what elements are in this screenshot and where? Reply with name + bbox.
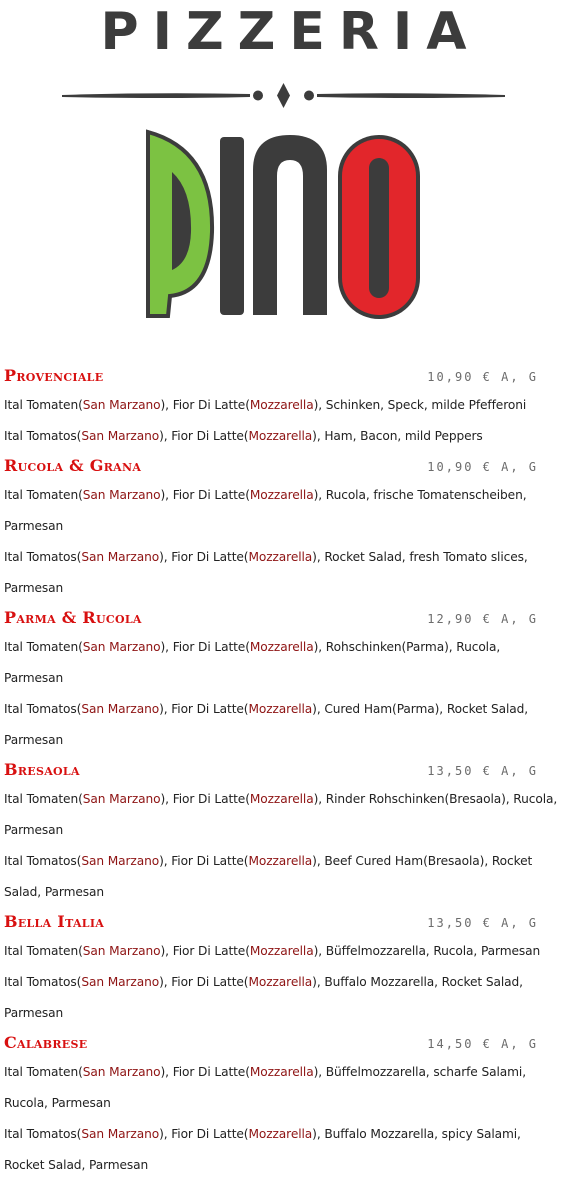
menu-item-price: 10,90 € A, G [427,460,538,474]
menu-item-name: Bresaola [4,760,80,779]
menu-item-price: 10,90 € A, G [427,370,538,384]
menu-item-name: Bella Italia [4,912,105,931]
menu-item-header [4,1029,562,1057]
menu-item-name: Parma & Rucola [4,608,142,627]
menu-item [4,452,562,604]
menu-item [4,1029,562,1181]
menu-item-header [4,908,562,936]
menu-item [4,908,562,1029]
logo-graphic [0,0,567,345]
logo-letter-i [220,137,244,315]
menu-item-description-en: Ital Tomatos(San Marzano), Fior Di Latte(Mozzarella), Buffalo Mozzarella, Rocket Salad, Parmesan [4,975,523,1020]
logo-ornament [62,83,505,108]
menu-item-description-en: Ital Tomatos(San Marzano), Fior Di Latte(Mozzarella), Cured Ham(Parma), Rocket Salad, Parmesan [4,702,529,747]
menu-item-name: Rucola & Grana [4,456,142,475]
menu-item-description-en: Ital Tomatos(San Marzano), Fior Di Latte(Mozzarella), Ham, Bacon, mild Peppers [4,429,483,443]
menu-item-price: 13,50 € A, G [427,916,538,930]
menu-item-description-en: Ital Tomatos(San Marzano), Fior Di Latte(Mozzarella), Rocket Salad, fresh Tomato slices, Parmesan [4,550,528,595]
menu-item [4,362,562,452]
menu-item-price: 12,90 € A, G [427,612,538,626]
menu-item-description-de: Ital Tomaten(San Marzano), Fior Di Latte(Mozzarella), Büffelmozzarella, scharfe Salami, Rucola, Parmesan [4,1065,526,1110]
menu-item-header [4,362,562,390]
logo-letter-p [148,132,212,316]
logo-letter-o [338,135,420,319]
menu-item-name: Provenciale [4,366,104,385]
menu-item-price: 14,50 € A, G [427,1037,538,1051]
menu-item-description-en: Ital Tomatos(San Marzano), Fior Di Latte(Mozzarella), Beef Cured Ham(Bresaola), Rocket Salad, Parmesan [4,854,533,899]
menu-item-name: Calabrese [4,1033,88,1052]
menu-item-header [4,756,562,784]
menu-item-description-de: Ital Tomaten(San Marzano), Fior Di Latte(Mozzarella), Büffelmozzarella, Rucola, Parmesan [4,944,541,958]
menu-item [4,756,562,908]
menu-item-description-de: Ital Tomaten(San Marzano), Fior Di Latte(Mozzarella), Rucola, frische Tomatenscheiben, Parmesan [4,488,527,533]
logo-title: PIZZERIA [100,2,481,62]
menu-item-header [4,452,562,480]
menu-item-price: 13,50 € A, G [427,764,538,778]
menu-list [4,362,562,1181]
menu-item-description-de: Ital Tomaten(San Marzano), Fior Di Latte(Mozzarella), Rohschinken(Parma), Rucola, Parmesan [4,640,501,685]
menu-item-header [4,604,562,632]
menu-item-description-en: Ital Tomatos(San Marzano), Fior Di Latte(Mozzarella), Buffalo Mozzarella, spicy Salami, Rocket Salad, Parmesan [4,1127,521,1172]
menu-item-description-de: Ital Tomaten(San Marzano), Fior Di Latte(Mozzarella), Rinder Rohschinken(Bresaola), Rucola, Parmesan [4,792,558,837]
menu-item-description-de: Ital Tomaten(San Marzano), Fior Di Latte(Mozzarella), Schinken, Speck, milde Pfefferoni [4,398,527,412]
pizzeria-pino-logo [0,0,567,345]
logo-letter-n [253,135,327,315]
menu-item [4,604,562,756]
